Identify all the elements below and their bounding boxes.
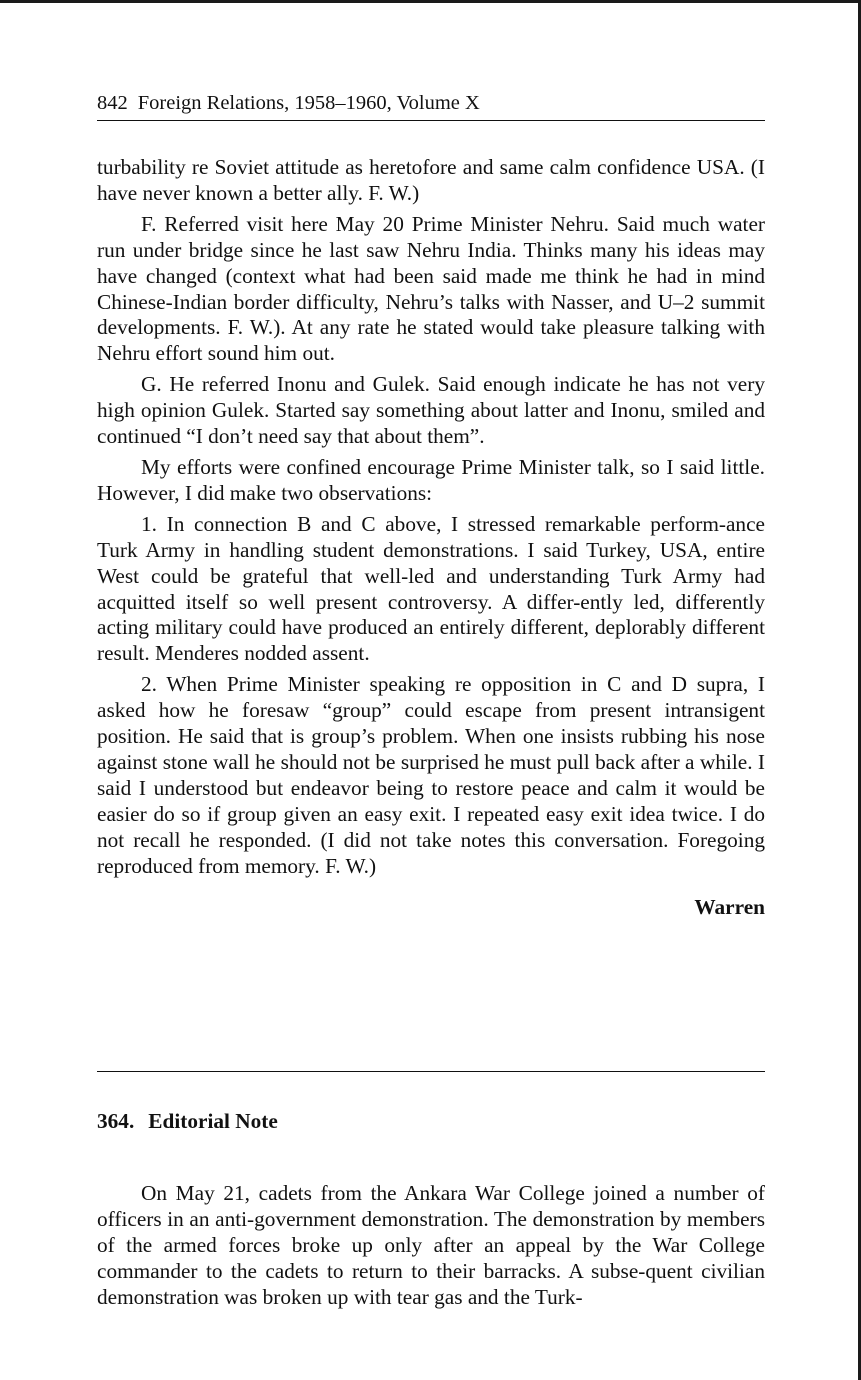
paragraph-observation-1: 1. In connection B and C above, I stressed remarkable perform-ance Turk Army in handling student demonstrations. I said Turkey, USA, entire West could be grateful that well-led and understanding Turk Army had acquitted itself so well present controversy. A differ-ently led, differently acting military could have produced an entirely different, deplorably different result. Menderes nodded assent.	[97, 511, 765, 666]
editorial-note-heading	[97, 1108, 765, 1134]
page-edge-top	[0, 0, 861, 3]
page-number: 842	[97, 92, 128, 114]
running-head	[97, 90, 767, 116]
paragraph-f: F. Referred visit here May 20 Prime Minister Nehru. Said much water run under bridge since he last saw Nehru India. Thinks many his ideas may have changed (context what had been said made me think he had in mind Chinese-Indian border difficulty, Nehru’s talks with Nasser, and U–2 summit developments. F. W.). At any rate he stated would take pleasure talking with Nehru effort sound him out.	[97, 211, 765, 366]
paragraph-observation-2: 2. When Prime Minister speaking re opposition in C and D supra, I asked how he foresaw “group” could escape from present intransigent position. He said that is group’s problem. When one insists rubbing his nose against stone wall he should not be surprised he must pull back after a while. I said I understood but endeavor being to restore peace and calm it would be easier do so if group given an easy exit. I repeated easy exit idea twice. I do not recall he responded. (I did not take notes this conversation. Foregoing reproduced from memory. F. W.)	[97, 672, 765, 878]
editorial-paragraph: On May 21, cadets from the Ankara War College joined a number of officers in an anti-government demonstration. The demonstration by members of the armed forces broke up only after an appeal by the War College commander to the cadets to return to their barracks. A subse-quent civilian demonstration was broken up with tear gas and the Turk-	[97, 1181, 765, 1309]
signature: Warren	[694, 895, 765, 919]
paragraph-efforts: My efforts were confined encourage Prime Minister talk, so I said little. However, I did make two observations:	[97, 454, 765, 505]
paragraph-g: G. He referred Inonu and Gulek. Said enough indicate he has not very high opinion Gulek. Started say something about latter and Inonu, smiled and continued “I don’t need say that about them”.	[97, 372, 765, 449]
editorial-note-title: Editorial Note	[148, 1109, 278, 1133]
paragraph-continued: turbability re Soviet attitude as heretofore and same calm confidence USA. (I have never known a better ally. F. W.)	[97, 155, 765, 205]
section-rule	[97, 1071, 765, 1072]
volume-title: Foreign Relations, 1958–1960, Volume X	[137, 92, 480, 114]
document-body	[97, 155, 765, 884]
editorial-note-body	[97, 1181, 765, 1311]
header-rule	[97, 120, 765, 121]
document-number: 364.	[97, 1109, 135, 1133]
